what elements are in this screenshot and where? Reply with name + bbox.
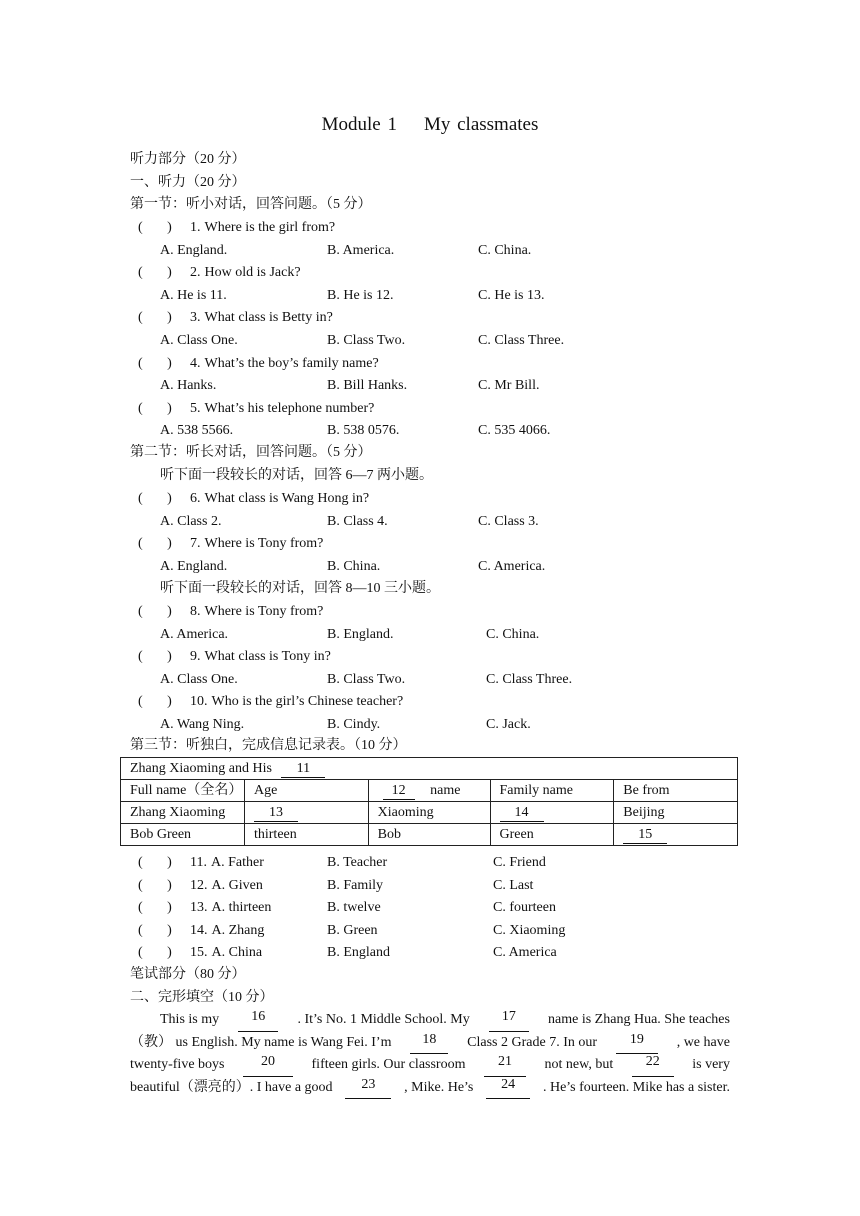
option-a: A. Class 2. bbox=[160, 513, 222, 529]
part2-intro-1: 听下面一段较长的对话，回答 6—7 两小题。 bbox=[160, 468, 433, 483]
option-c: C. America bbox=[493, 945, 557, 961]
answer-bracket[interactable]: ( ) bbox=[138, 649, 172, 665]
question-number: 1. bbox=[190, 220, 201, 235]
question bbox=[138, 920, 264, 942]
question-number: 13. bbox=[190, 900, 208, 916]
option-a: A. Father bbox=[210, 855, 264, 870]
answer-bracket[interactable]: ( ) bbox=[138, 310, 172, 326]
option-b: B. twelve bbox=[327, 900, 381, 916]
blank-21: 21 bbox=[484, 1054, 526, 1077]
question bbox=[138, 852, 264, 874]
table-cell: Be from bbox=[614, 780, 738, 802]
option-b: B. Class Two. bbox=[327, 671, 406, 687]
answer-bracket[interactable]: ( ) bbox=[138, 855, 172, 870]
option-a: A. England. bbox=[160, 558, 228, 574]
page-title: Module 1 My classmates bbox=[321, 114, 539, 135]
answer-bracket[interactable]: ( ) bbox=[138, 400, 172, 416]
option-c: C. 535 4066. bbox=[478, 423, 551, 439]
question bbox=[138, 646, 331, 668]
question-number: 2. bbox=[190, 265, 201, 281]
table-cell: Beijing bbox=[614, 802, 738, 824]
question-number: 5. bbox=[190, 400, 201, 416]
section1-header: 一、听力（20 分） bbox=[130, 175, 246, 190]
option-b: B. China. bbox=[327, 558, 381, 574]
answer-bracket[interactable]: ( ) bbox=[138, 922, 172, 938]
blank-19: 19 bbox=[616, 1032, 658, 1055]
option-a: A. He is 11. bbox=[160, 287, 227, 303]
option-a: A. China bbox=[211, 945, 263, 961]
part2-intro-2: 听下面一段较长的对话，回答 8—10 三小题。 bbox=[160, 581, 440, 596]
table-cell: Full name（全名） bbox=[121, 780, 245, 802]
written-header: 笔试部分（80 分） bbox=[130, 967, 246, 982]
question bbox=[138, 691, 403, 713]
question bbox=[138, 217, 335, 239]
section2-header: 二、完形填空（10 分） bbox=[130, 990, 274, 1005]
cloze-line: （教） us English. My name is Wang Fei. I’m 18 Class 2 Grade 7. In our 19 , we have bbox=[130, 1032, 730, 1055]
option-c: C. America. bbox=[478, 558, 546, 574]
table-cell: Bob bbox=[368, 824, 490, 846]
option-c: C. Last bbox=[493, 877, 534, 893]
question-number: 10. bbox=[190, 694, 208, 710]
blank-23: 23 bbox=[345, 1077, 391, 1100]
table-cell: Family name bbox=[490, 780, 614, 802]
blank-16: 16 bbox=[238, 1009, 278, 1032]
blank-17: 17 bbox=[489, 1009, 529, 1032]
question bbox=[138, 601, 323, 623]
table-cell: 12 name bbox=[368, 780, 490, 802]
option-a: A. 538 5566. bbox=[160, 423, 234, 439]
question-number: 7. bbox=[190, 536, 201, 552]
option-b: B. He is 12. bbox=[327, 287, 394, 303]
question-number: 15. bbox=[190, 945, 208, 961]
answer-bracket[interactable]: ( ) bbox=[138, 694, 172, 710]
question bbox=[138, 875, 263, 897]
blank-12: 12 bbox=[383, 783, 415, 800]
table-header-row bbox=[121, 780, 738, 802]
question-number: 4. bbox=[190, 355, 201, 371]
answer-bracket[interactable]: ( ) bbox=[138, 355, 172, 371]
option-b: B. England. bbox=[327, 626, 394, 642]
option-c: C. Class Three. bbox=[478, 333, 565, 348]
option-c: C. China. bbox=[486, 626, 540, 642]
blank-13: 13 bbox=[254, 805, 298, 822]
cloze-passage bbox=[130, 1009, 730, 1099]
cloze-line: twenty-five boys 20 fifteen girls. Our classroom 21 not new, but 22 is very bbox=[130, 1054, 730, 1077]
option-a: A. Hanks. bbox=[160, 378, 217, 394]
option-b: B. Class Two. bbox=[327, 333, 406, 348]
cloze-line: beautiful（漂亮的）. I have a good 23 , Mike. He’s 24 . He’s fourteen. Mike has a sister. bbox=[130, 1077, 730, 1100]
table-cell: Bob Green bbox=[121, 824, 245, 846]
answer-bracket[interactable]: ( ) bbox=[138, 491, 172, 506]
answer-bracket[interactable]: ( ) bbox=[138, 900, 172, 916]
question-number: 8. bbox=[190, 604, 201, 619]
question-text: What’s his telephone number? bbox=[204, 400, 375, 416]
option-b: B. England bbox=[327, 945, 390, 961]
blank-22: 22 bbox=[632, 1054, 674, 1077]
question bbox=[138, 897, 271, 919]
table-cell bbox=[490, 802, 614, 824]
question bbox=[138, 307, 333, 329]
table-cell: Zhang Xiaoming bbox=[121, 802, 245, 824]
option-b: B. Teacher bbox=[327, 855, 388, 870]
option-a: A. Zhang bbox=[211, 922, 265, 938]
option-a: A. thirteen bbox=[211, 900, 272, 916]
option-c: C. Class 3. bbox=[478, 513, 539, 529]
question bbox=[138, 942, 262, 964]
table-row bbox=[121, 802, 738, 824]
option-c: C. Mr Bill. bbox=[478, 378, 540, 394]
option-c: C. Xiaoming bbox=[493, 922, 566, 938]
table-cell: Green bbox=[490, 824, 614, 846]
part1-header: 第一节：听小对话，回答问题。（5 分） bbox=[130, 197, 372, 212]
option-b: B. Cindy. bbox=[327, 717, 381, 732]
question-text: What class is Wang Hong in? bbox=[204, 491, 370, 506]
question-text: What class is Betty in? bbox=[204, 310, 333, 326]
question-number: 12. bbox=[190, 877, 208, 893]
part2-header: 第二节：听长对话，回答问题。（5 分） bbox=[130, 445, 372, 460]
option-c: C. Class Three. bbox=[486, 671, 573, 687]
table-cell bbox=[244, 802, 368, 824]
option-c: C. Friend bbox=[493, 855, 546, 870]
option-b: B. Family bbox=[327, 877, 384, 893]
answer-bracket[interactable]: ( ) bbox=[138, 536, 172, 552]
option-c: C. China. bbox=[478, 242, 532, 258]
option-a: A. England. bbox=[160, 242, 228, 258]
blank-15: 15 bbox=[623, 827, 667, 844]
question-text: What class is Tony in? bbox=[204, 649, 331, 665]
table-cell: Xiaoming bbox=[368, 802, 490, 824]
answer-bracket[interactable]: ( ) bbox=[138, 877, 172, 893]
question-text: Where is Tony from? bbox=[204, 604, 324, 619]
option-c: C. fourteen bbox=[493, 900, 556, 916]
option-a: A. Wang Ning. bbox=[160, 717, 245, 732]
listening-header: 听力部分（20 分） bbox=[130, 152, 246, 167]
info-record-table bbox=[120, 757, 738, 846]
question bbox=[138, 488, 369, 510]
option-a: A. America. bbox=[160, 626, 229, 642]
question-text: Where is the girl from? bbox=[204, 220, 336, 235]
option-a: A. Given bbox=[211, 877, 263, 893]
part3-header: 第三节：听独白，完成信息记录表。（10 分） bbox=[130, 738, 407, 753]
question bbox=[138, 398, 374, 420]
question-number: 11. bbox=[190, 855, 207, 870]
blank-14: 14 bbox=[500, 805, 544, 822]
table-caption: Zhang Xiaoming and His 11 bbox=[121, 758, 738, 780]
question bbox=[138, 353, 379, 375]
option-b: B. Class 4. bbox=[327, 513, 388, 529]
option-a: A. Class One. bbox=[160, 333, 238, 348]
option-b: B. Bill Hanks. bbox=[327, 378, 408, 394]
option-c: C. He is 13. bbox=[478, 287, 545, 303]
table-cell bbox=[614, 824, 738, 846]
question-number: 6. bbox=[190, 491, 201, 506]
blank-18: 18 bbox=[410, 1032, 448, 1055]
answer-bracket[interactable]: ( ) bbox=[138, 604, 172, 619]
question-number: 3. bbox=[190, 310, 201, 326]
table-cell: Age bbox=[244, 780, 368, 802]
option-b: B. Green bbox=[327, 922, 378, 938]
option-b: B. 538 0576. bbox=[327, 423, 400, 439]
blank-20: 20 bbox=[243, 1054, 293, 1077]
answer-bracket[interactable]: ( ) bbox=[138, 220, 172, 235]
option-b: B. America. bbox=[327, 242, 395, 258]
question-text: Who is the girl’s Chinese teacher? bbox=[211, 694, 404, 710]
blank-24: 24 bbox=[486, 1077, 530, 1100]
question bbox=[138, 262, 301, 284]
table-caption-row bbox=[121, 758, 738, 780]
table-row bbox=[121, 824, 738, 846]
answer-bracket[interactable]: ( ) bbox=[138, 265, 172, 281]
question-number: 9. bbox=[190, 649, 201, 665]
question-text: What’s the boy’s family name? bbox=[204, 355, 379, 371]
question bbox=[138, 533, 323, 555]
option-c: C. Jack. bbox=[486, 717, 531, 732]
question-number: 14. bbox=[190, 922, 208, 938]
answer-bracket[interactable]: ( ) bbox=[138, 945, 172, 961]
question-text: Where is Tony from? bbox=[204, 536, 324, 552]
option-a: A. Class One. bbox=[160, 671, 238, 687]
table-cell: thirteen bbox=[244, 824, 368, 846]
question-text: How old is Jack? bbox=[204, 265, 301, 281]
blank-11: 11 bbox=[281, 761, 325, 778]
cloze-line: This is my 16 . It’s No. 1 Middle School. My 17 name is Zhang Hua. She teaches bbox=[130, 1009, 730, 1032]
